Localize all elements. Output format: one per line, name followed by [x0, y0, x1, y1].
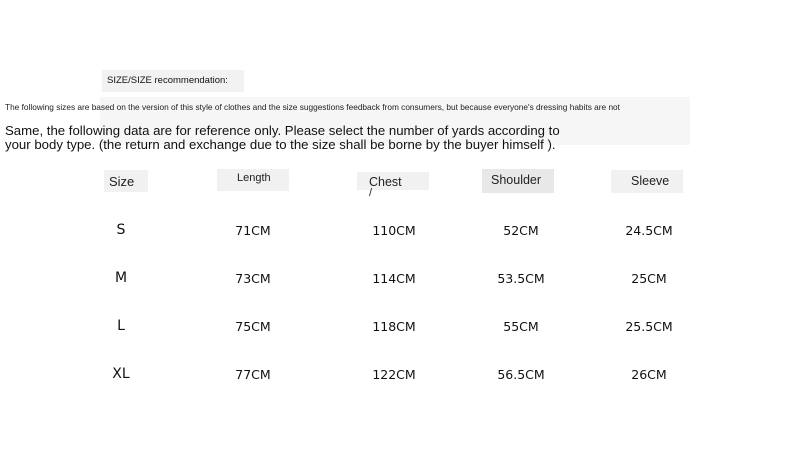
page-title: SIZE/SIZE recommendation:: [107, 75, 228, 86]
table-row-l-shoulder: 55CM: [503, 319, 539, 334]
table-row-xl-chest: 122CM: [372, 367, 416, 382]
table-row-l-chest: 118CM: [372, 319, 416, 334]
header-shoulder: Shoulder: [491, 173, 542, 187]
table-row-s-size: S: [116, 222, 126, 238]
header-chest: Chest: [369, 175, 402, 189]
table-row-xl-shoulder: 56.5CM: [497, 367, 545, 382]
header-length: Length: [237, 172, 271, 184]
size-note-large: [5, 124, 560, 152]
table-row-l-length: 75CM: [235, 319, 271, 334]
table-row-s-sleeve: 24.5CM: [625, 223, 673, 238]
size-note-small: The following sizes are based on the version of this style of clothes and the size suggestions feedback from consumers, but because everyone's dressing habits are not: [5, 102, 620, 112]
size-note-line-2: your body type. (the return and exchange due to the size shall be borne by the buyer himself ).: [5, 137, 556, 152]
header-sleeve: Sleeve: [631, 174, 670, 188]
table-row-m-size: M: [114, 270, 128, 286]
table-row-l-sleeve: 25.5CM: [625, 319, 673, 334]
table-row-xl-sleeve: 26CM: [631, 367, 667, 382]
size-note-line-1: Same, the following data are for reference only. Please select the number of yards according to: [5, 123, 560, 138]
table-row-s-chest: 110CM: [372, 223, 416, 238]
table-row-xl-size: XL: [112, 366, 130, 382]
table-row-m-sleeve: 25CM: [631, 271, 667, 286]
table-row-s-shoulder: 52CM: [503, 223, 539, 238]
table-row-xl-length: 77CM: [235, 367, 271, 382]
table-row-m-shoulder: 53.5CM: [497, 271, 545, 286]
table-row-m-chest: 114CM: [372, 271, 416, 286]
table-row-s-length: 71CM: [235, 223, 271, 238]
table-row-l-size: L: [117, 318, 125, 334]
header-chest-slash: /: [369, 187, 373, 199]
table-row-m-length: 73CM: [235, 271, 271, 286]
header-size: Size: [109, 174, 135, 189]
